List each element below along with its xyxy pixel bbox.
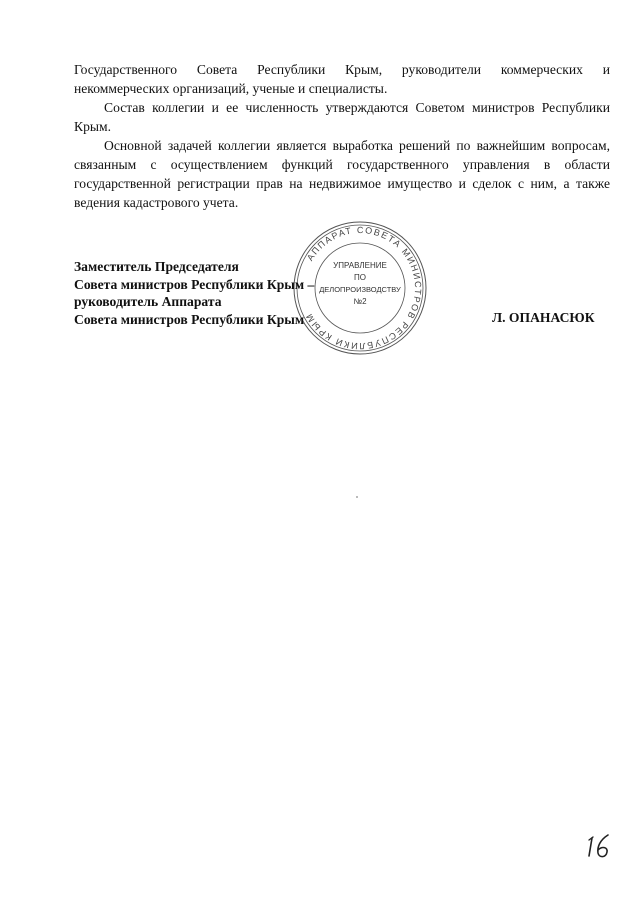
stamp-line-3: ДЕЛОПРОИЗВОДСТВУ xyxy=(319,285,401,294)
signatory-name: Л. ОПАНАСЮК xyxy=(492,310,595,325)
scan-speck xyxy=(356,496,358,498)
signature-title-line: руководитель Аппарата xyxy=(74,294,222,309)
paragraph-3: Основной задачей коллегии является выработка решений по важнейшим вопросам, связанным с осуществлением функций государственного управления в области государственной регистрации прав на недвижимое имущество и сделок с ним, а также ведения кадастрового учета. xyxy=(74,138,610,210)
signature-title-line: Совета министров Республики Крым – xyxy=(74,276,315,292)
signature-title-line: Заместитель Председателя xyxy=(74,259,239,274)
signature-title xyxy=(74,258,364,328)
stamp-line-4: №2 xyxy=(353,297,367,306)
stamp-ring-text: АППАРАТ СОВЕТА МИНИСТРОВ РЕСПУБЛИКИ КРЫМ xyxy=(303,224,424,352)
handwritten-page-number xyxy=(586,832,616,860)
stamp-line-2: ПО xyxy=(354,273,366,282)
paragraph-2: Состав коллегии и ее численность утверждаются Советом министров Республики Крым. xyxy=(74,100,610,134)
signature-title-line: Совета министров Республики Крым xyxy=(74,311,305,327)
paragraph-1: Государственного Совета Республики Крым, руководители коммерческих и некоммерческих организаций, ученые и специалисты. xyxy=(74,62,610,96)
stamp-line-1: УПРАВЛЕНИЕ xyxy=(333,261,387,270)
body-text xyxy=(74,60,610,212)
